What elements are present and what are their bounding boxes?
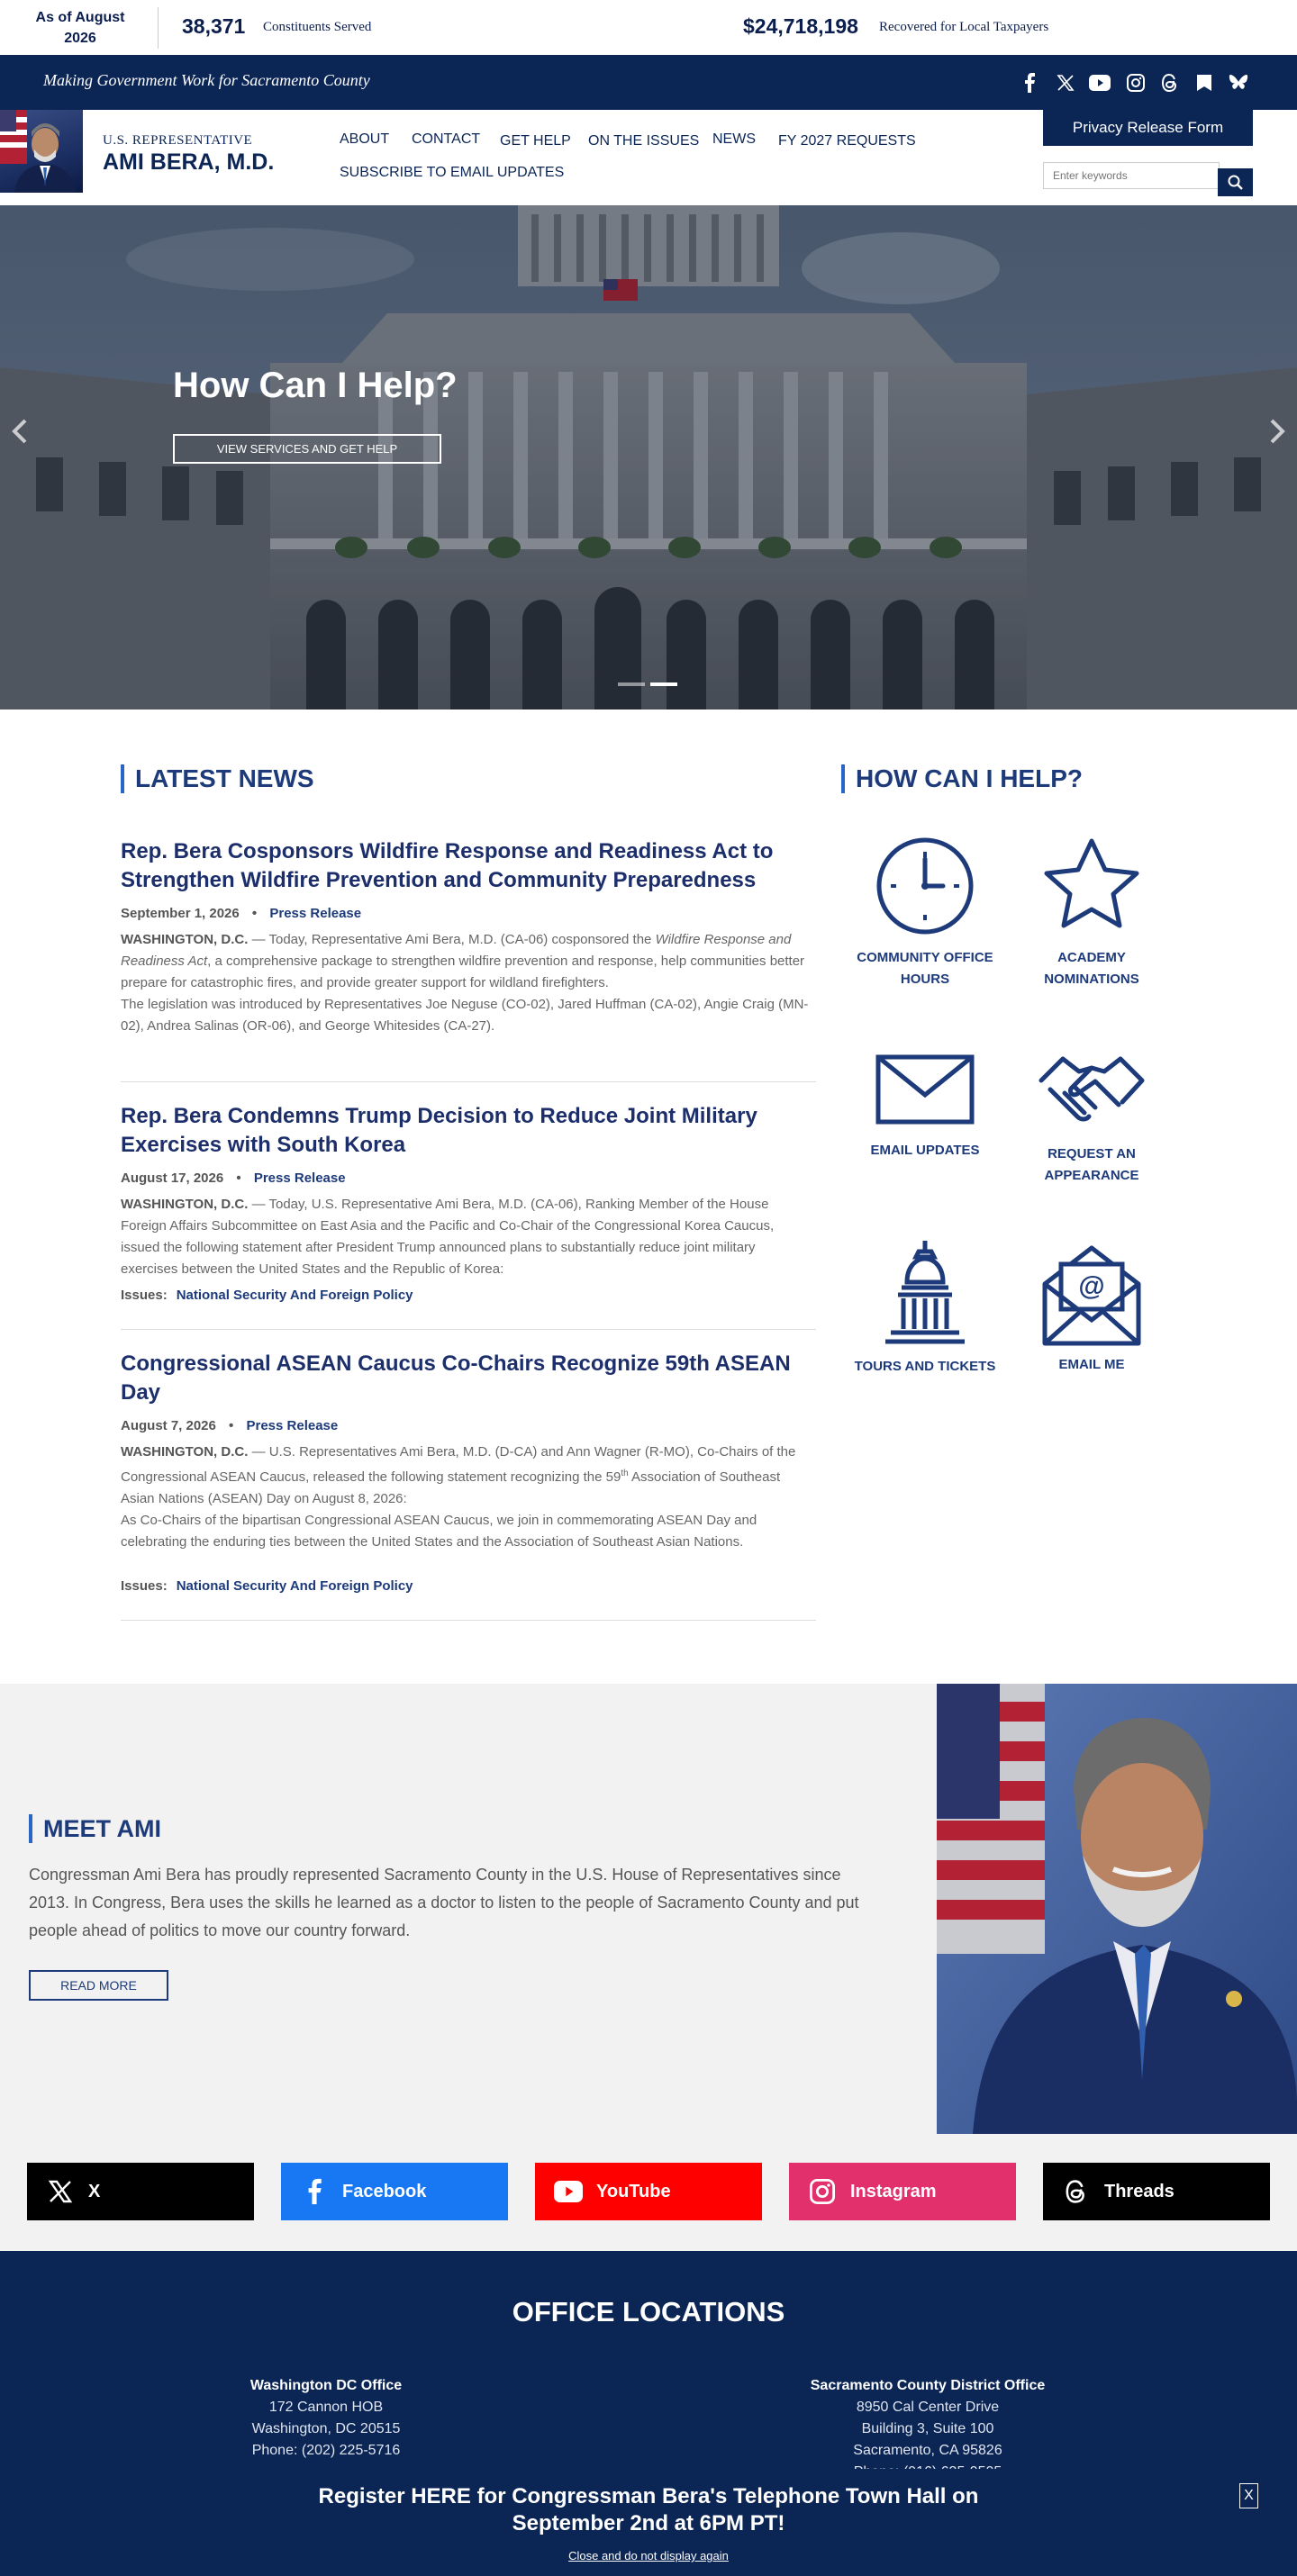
issues-link[interactable]: National Security And Foreign Policy — [176, 1578, 413, 1594]
town-hall-banner — [0, 2469, 1297, 2576]
office-phone: Phone: (202) 225-5716 — [251, 2443, 401, 2458]
threads-icon — [1061, 2176, 1092, 2207]
social-youtube-button[interactable] — [535, 2163, 762, 2220]
at-envelope-icon — [1041, 1239, 1142, 1347]
nav-contact[interactable]: CONTACT — [412, 131, 481, 147]
help-label: REQUEST AN APPEARANCE — [1044, 1146, 1139, 1183]
help-email-me[interactable] — [1015, 1239, 1168, 1376]
recovered-value: $24,718,198 — [743, 14, 858, 38]
nav-on-the-issues[interactable]: ON THE ISSUES — [588, 133, 700, 149]
issues-label: Issues: — [121, 1288, 168, 1303]
nav-about[interactable]: ABOUT — [340, 131, 390, 147]
news-body-paragraph: The legislation was introduced by Representatives Joe Neguse (CO-02), Jared Huffman (CA-02), Angie Craig (MN-02), Andrea Salinas (OR-06), and George Whitesides (CA-27). — [121, 997, 809, 1034]
facebook-icon — [299, 2176, 330, 2207]
news-date: September 1, 2026 — [121, 906, 240, 921]
help-label: EMAIL UPDATES — [870, 1143, 980, 1158]
issues-link[interactable]: National Security And Foreign Policy — [176, 1288, 413, 1303]
news-item-2-title[interactable]: Rep. Bera Condemns Trump Decision to Reduce Joint Military Exercises with South Korea — [121, 1104, 757, 1157]
facebook-icon[interactable] — [1016, 69, 1043, 96]
social-facebook-label: Facebook — [342, 2181, 427, 2201]
privacy-release-form-button[interactable]: Privacy Release Form — [1043, 110, 1253, 146]
search-button[interactable] — [1218, 168, 1253, 196]
read-more-button[interactable]: READ MORE — [29, 1970, 168, 2001]
news-dateline: WASHINGTON, D.C. — [121, 932, 249, 947]
news-item-3-body — [121, 1442, 816, 1553]
help-label: ACADEMY NOMINATIONS — [1044, 950, 1139, 987]
envelope-icon — [875, 1053, 975, 1125]
social-youtube-label: YouTube — [596, 2181, 671, 2201]
news-body-text: — Today, Representative Ami Bera, M.D. (CA-06) cosponsored the — [248, 932, 656, 947]
youtube-icon[interactable] — [1086, 69, 1113, 96]
hero-title: How Can I Help? — [173, 366, 458, 405]
rep-subtitle: U.S. REPRESENTATIVE — [103, 133, 253, 148]
issues-label: Issues: — [121, 1578, 168, 1594]
news-type-link[interactable]: Press Release — [246, 1418, 339, 1433]
news-dateline: WASHINGTON, D.C. — [121, 1197, 249, 1212]
recovered-label: Recovered for Local Taxpayers — [879, 20, 1049, 34]
news-item-1-title[interactable]: Rep. Bera Cosponsors Wildfire Response and Readiness Act to Strengthen Wildfire Prevention and Community Preparedness — [121, 839, 774, 892]
rep-name-logo[interactable]: AMI BERA, M.D. — [103, 149, 275, 175]
handshake-icon — [1038, 1053, 1146, 1134]
carousel-dot-1[interactable] — [618, 682, 645, 686]
help-label: EMAIL ME — [1058, 1357, 1125, 1372]
help-tours-and-tickets[interactable] — [848, 1239, 1002, 1378]
banner-close-permanent-link[interactable]: Close and do not display again — [568, 2549, 729, 2562]
threads-icon[interactable] — [1156, 69, 1184, 96]
social-x-button[interactable] — [27, 2163, 254, 2220]
news-separator — [121, 1081, 816, 1082]
news-item-2-meta: August 17, 2026 • Press Release — [121, 1170, 346, 1186]
x-icon — [45, 2176, 76, 2207]
office-name: Washington DC Office — [249, 2378, 403, 2393]
tagline-bar — [0, 55, 1297, 110]
stats-bar — [0, 0, 1297, 55]
rep-portrait-thumbnail[interactable] — [0, 110, 83, 193]
news-body-text: — U.S. Representatives Ami Bera, M.D. (D-CA) and Ann Wagner (R-MO), Co-Chairs of the Congressional ASEAN Caucus, released the following statement recognizing the 59 — [121, 1444, 796, 1485]
news-separator — [121, 1329, 816, 1330]
site-header — [0, 110, 1297, 205]
youtube-icon — [553, 2176, 584, 2207]
rep-portrait-photo — [937, 1684, 1297, 2134]
constituents-served-label: Constituents Served — [263, 20, 372, 34]
office-address-line: 172 Cannon HOB — [268, 2400, 384, 2415]
office-name: Sacramento County District Office — [810, 2378, 1046, 2393]
instagram-icon[interactable] — [1122, 69, 1149, 96]
help-community-office-hours[interactable] — [848, 836, 1002, 990]
nav-subscribe[interactable]: SUBSCRIBE TO EMAIL UPDATES — [340, 165, 565, 180]
office-address-line: Washington, DC 20515 — [251, 2421, 401, 2436]
news-date: August 7, 2026 — [121, 1418, 216, 1433]
social-threads-label: Threads — [1104, 2181, 1175, 2201]
news-body-emphasis: Wildfire Response and Readiness Act — [121, 932, 792, 969]
news-body-text: , a comprehensive package to strengthen wildfire prevention and response, help communities better prepare for catastrophic fires, and provide greater support for wildland firefighters. — [121, 954, 805, 990]
carousel-dot-2[interactable] — [650, 682, 677, 686]
help-label: TOURS AND TICKETS — [854, 1359, 996, 1374]
search-icon — [1228, 175, 1244, 191]
latest-news-heading: LATEST NEWS — [121, 764, 314, 793]
nav-fy2027-requests[interactable]: FY 2027 REQUESTS — [778, 133, 916, 149]
news-body-paragraph: As Co-Chairs of the bipartisan Congressional ASEAN Caucus, we join in commemorating ASEAN Day and celebrating the enduring ties between the United States and the Association of Southeast Asian Nations. — [121, 1513, 757, 1550]
how-can-i-help-heading: HOW CAN I HELP? — [841, 764, 1083, 793]
office-address-line: Sacramento, CA 95826 — [853, 2443, 1002, 2458]
nav-get-help[interactable]: GET HELP — [500, 133, 571, 149]
social-instagram-button[interactable] — [789, 2163, 1016, 2220]
news-date: August 17, 2026 — [121, 1170, 224, 1186]
news-body-text: — Today, U.S. Representative Ami Bera, M.D. (CA-06), Ranking Member of the House Foreign Affairs Subcommittee on East Asia and the Pacific and Co-Chair of the Congressional Korea Caucus, issued the following statement after President Trump announced plans to substantially reduce joint military exercises between the United States and the Republic of Korea: — [121, 1197, 775, 1277]
news-item-2-issues — [121, 1288, 413, 1303]
news-item-3-title[interactable]: Congressional ASEAN Caucus Co-Chairs Recognize 59th ASEAN Day — [121, 1351, 791, 1405]
social-instagram-label: Instagram — [850, 2181, 937, 2201]
help-request-appearance[interactable] — [1015, 1053, 1168, 1187]
office-address-line: 8950 Cal Center Drive — [856, 2400, 1000, 2415]
carousel-prev-arrow-icon[interactable] — [7, 418, 34, 445]
capitol-icon — [880, 1239, 970, 1347]
constituents-served-value: 38,371 — [182, 14, 246, 38]
star-icon — [1041, 836, 1142, 936]
office-address-line: Building 3, Suite 100 — [861, 2421, 994, 2436]
flipboard-icon[interactable] — [1191, 69, 1218, 96]
social-x-label: X — [88, 2181, 101, 2201]
banner-close-button[interactable]: X — [1239, 2483, 1258, 2508]
news-item-2-body — [121, 1194, 816, 1280]
news-item-3-meta: August 7, 2026 • Press Release — [121, 1418, 339, 1433]
office-locations-heading: OFFICE LOCATIONS — [512, 2296, 785, 2327]
help-label: COMMUNITY OFFICE HOURS — [857, 950, 993, 987]
news-item-1-body — [121, 929, 816, 1037]
news-body-text: Association of Southeast Asian Nations (ASEAN) Day on August 8, 2026: — [121, 1469, 781, 1506]
news-type-link[interactable]: Press Release — [269, 906, 362, 921]
news-item-1-meta: September 1, 2026 • Press Release — [121, 906, 362, 921]
bluesky-icon[interactable] — [1225, 69, 1252, 96]
dc-office — [164, 2375, 488, 2462]
carousel-next-arrow-icon[interactable] — [1263, 418, 1290, 445]
view-services-button[interactable]: VIEW SERVICES AND GET HELP — [173, 434, 441, 464]
social-facebook-button[interactable] — [281, 2163, 508, 2220]
social-threads-button[interactable] — [1043, 2163, 1270, 2220]
stats-divider — [158, 7, 159, 49]
search-input[interactable] — [1043, 162, 1220, 189]
news-type-link[interactable]: Press Release — [253, 1170, 346, 1186]
svg-text:@: @ — [1078, 1271, 1105, 1301]
district-office — [766, 2375, 1090, 2483]
nav-news[interactable]: NEWS — [712, 131, 756, 147]
x-icon[interactable] — [1052, 69, 1079, 96]
tagline: Making Government Work for Sacramento County — [43, 71, 370, 89]
stats-as-of: As of August 2026 — [35, 10, 125, 46]
help-email-updates[interactable] — [848, 1053, 1002, 1161]
news-separator — [121, 1620, 816, 1621]
news-body-superscript: th — [621, 1469, 629, 1478]
news-dateline: WASHINGTON, D.C. — [121, 1444, 249, 1460]
meet-ami-text: Congressman Ami Bera has proudly represented Sacramento County in the U.S. House of Representatives since 2013. In Congress, Bera uses the skills he learned as a doctor to listen to the people of Sacramento County and put people ahead of politics to move our country forward. — [29, 1866, 859, 1939]
town-hall-register-link[interactable]: Register HERE for Congressman Bera's Telephone Town Hall on September 2nd at 6PM PT! — [318, 2484, 979, 2535]
help-academy-nominations[interactable] — [1015, 836, 1168, 990]
hero-carousel — [0, 205, 1297, 710]
meet-ami-heading: MEET AMI — [29, 1814, 161, 1843]
instagram-icon — [807, 2176, 838, 2207]
clock-icon — [875, 836, 975, 936]
news-item-3-issues — [121, 1578, 413, 1594]
